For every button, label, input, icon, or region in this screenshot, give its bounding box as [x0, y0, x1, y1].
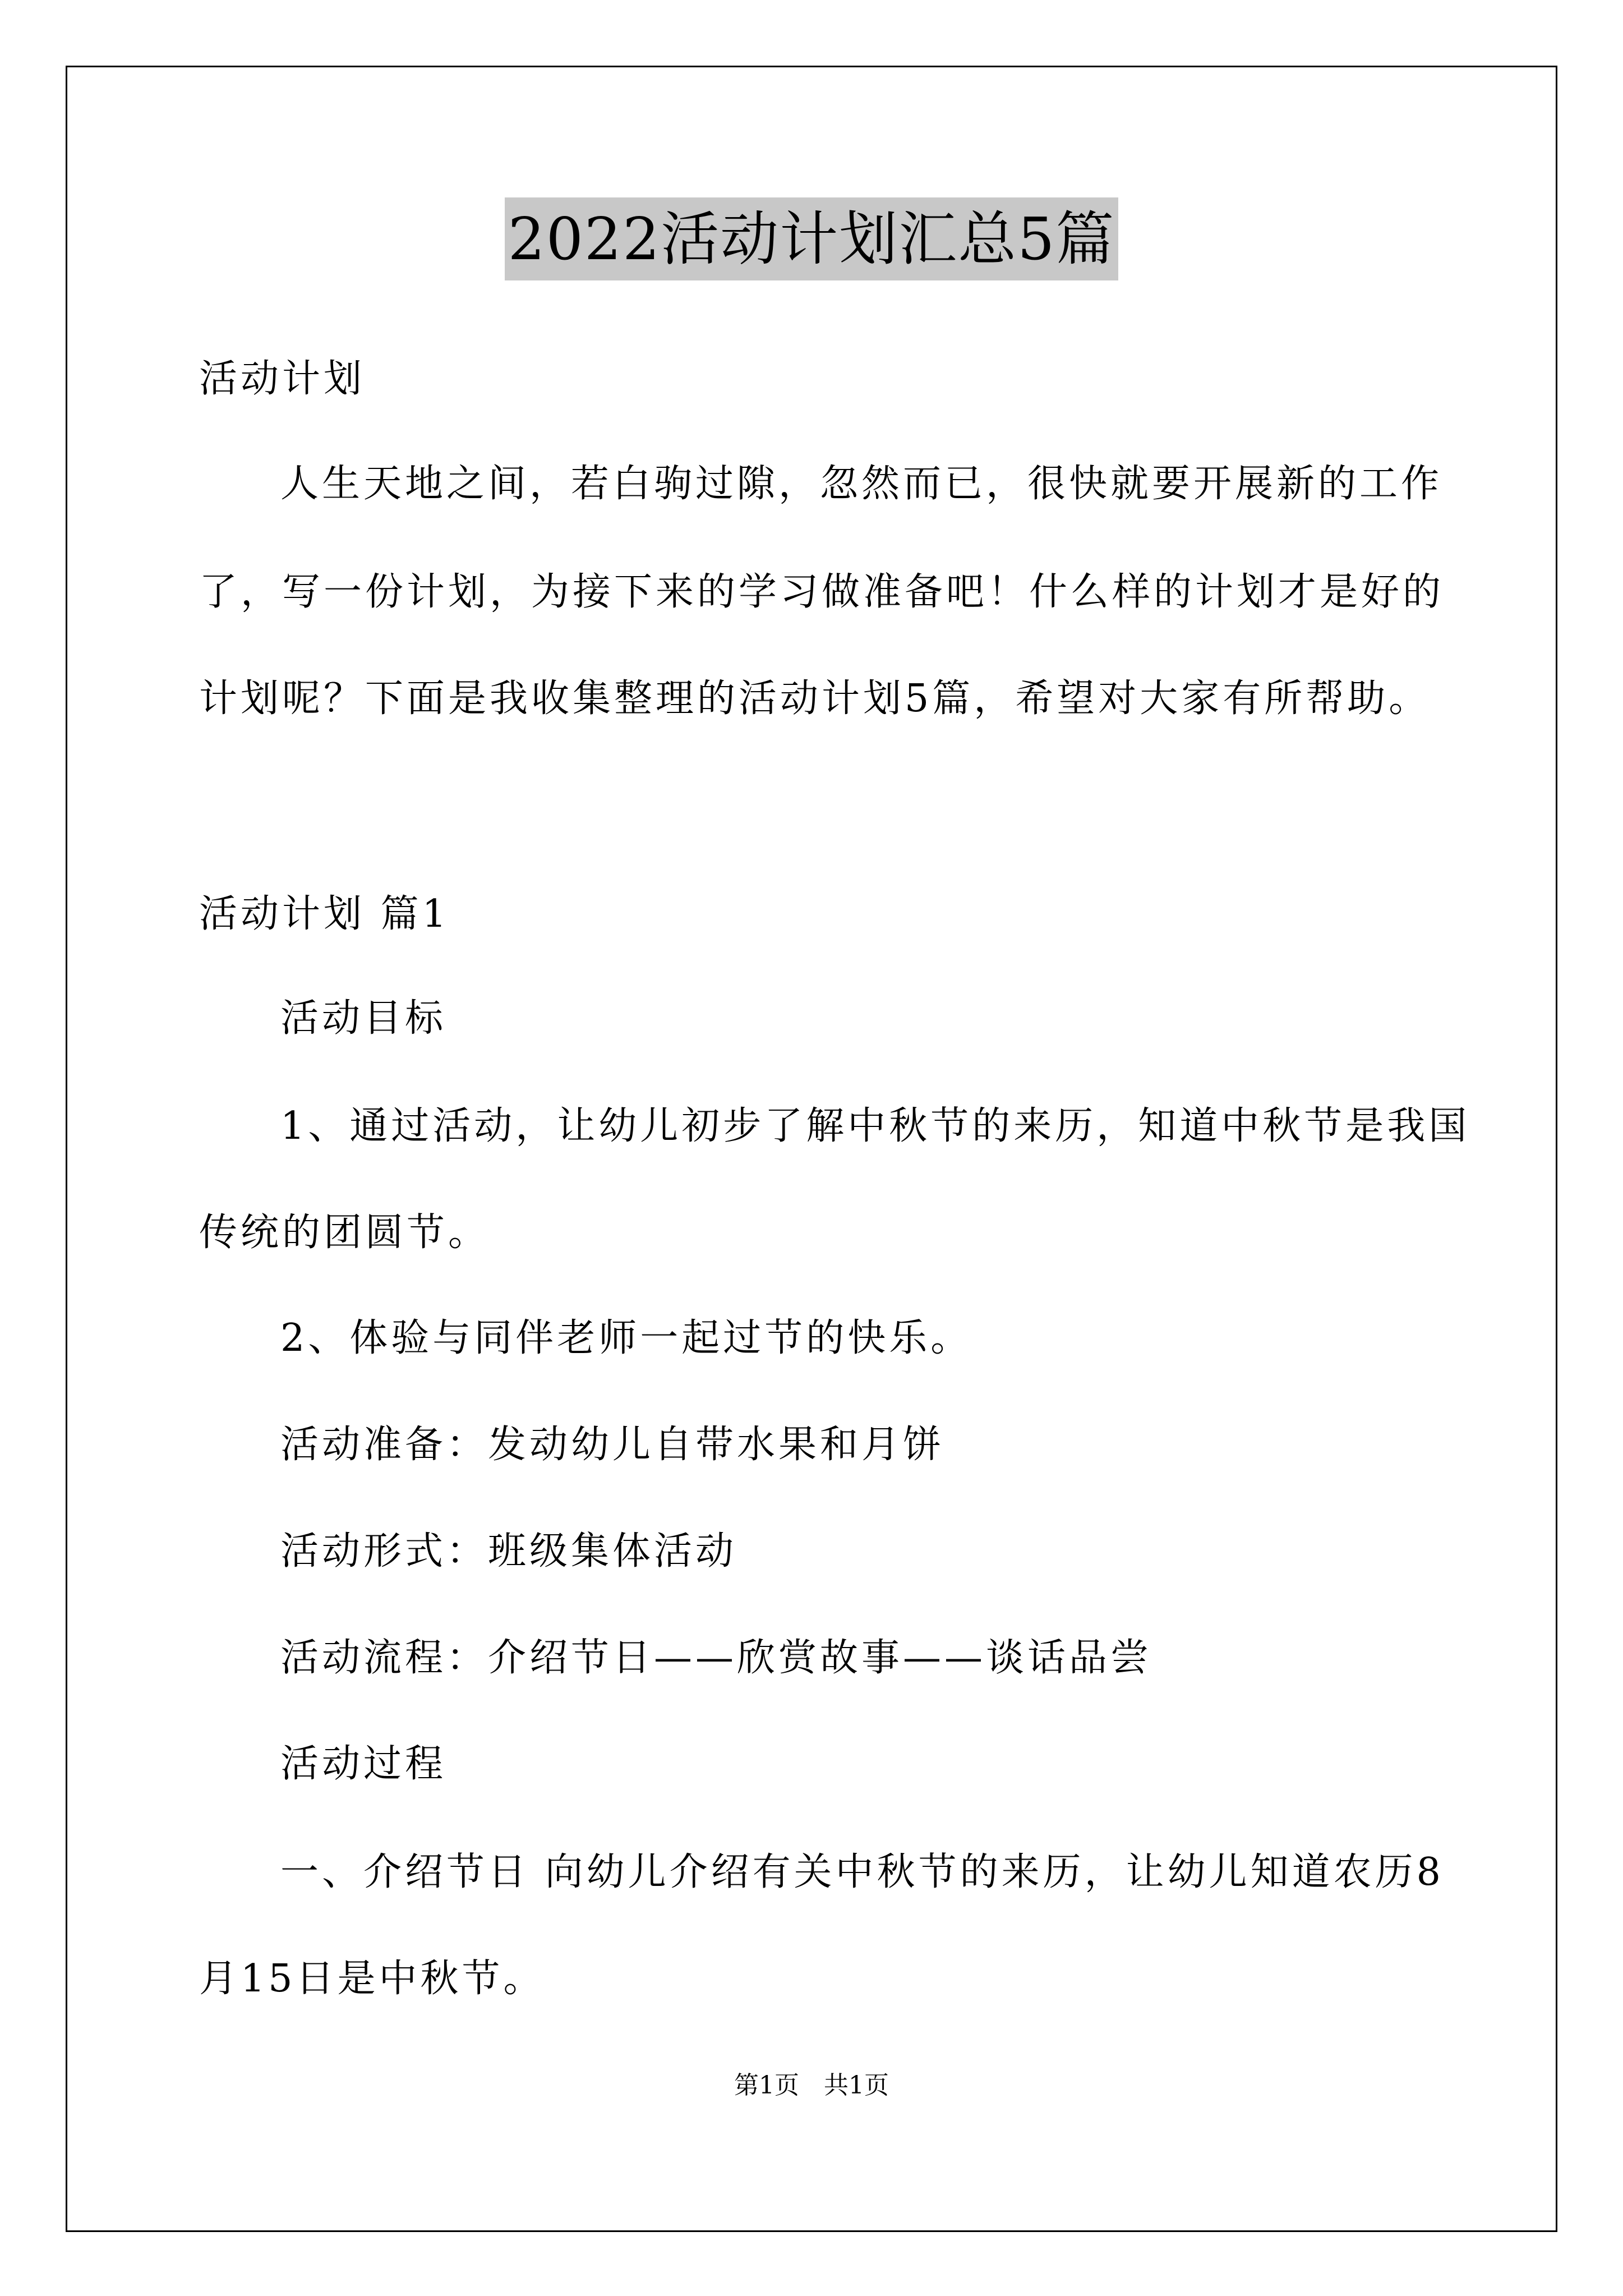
section-heading: 活动计划 — [199, 357, 366, 401]
title-wrap — [0, 197, 1623, 280]
paragraph-line: 活动准备：发动幼儿自带水果和月饼 — [280, 1423, 945, 1467]
paragraph-line: 传统的团圆节。 — [199, 1211, 490, 1255]
paragraph-line: 1、通过活动，让幼儿初步了解中秋节的来历，知道中秋节是我国 — [280, 1104, 1470, 1148]
section-heading: 活动计划 篇1 — [199, 892, 450, 936]
paragraph-line: 2、体验与同伴老师一起过节的快乐。 — [280, 1316, 972, 1360]
document-title: 2022活动计划汇总5篇 — [505, 197, 1119, 280]
paragraph-line: 活动形式：班级集体活动 — [280, 1529, 737, 1573]
page-footer: 第1页 共1页 — [734, 2071, 889, 2100]
paragraph-line: 计划呢？下面是我收集整理的活动计划5篇，希望对大家有所帮助。 — [199, 677, 1431, 721]
paragraph-line: 人生天地之间，若白驹过隙，忽然而已，很快就要开展新的工作 — [280, 462, 1443, 506]
paragraph-line: 了，写一份计划，为接下来的学习做准备吧！什么样的计划才是好的 — [199, 570, 1445, 614]
paragraph-line: 活动过程 — [280, 1742, 447, 1786]
paragraph-line: 一、介绍节日 向幼儿介绍有关中秋节的来历，让幼儿知道农历8 — [280, 1850, 1444, 1894]
paragraph-line: 活动目标 — [280, 996, 447, 1041]
paragraph-line: 活动流程：介绍节日——欣赏故事——谈话品尝 — [280, 1636, 1152, 1680]
paragraph-line: 月15日是中秋节。 — [199, 1957, 545, 2001]
